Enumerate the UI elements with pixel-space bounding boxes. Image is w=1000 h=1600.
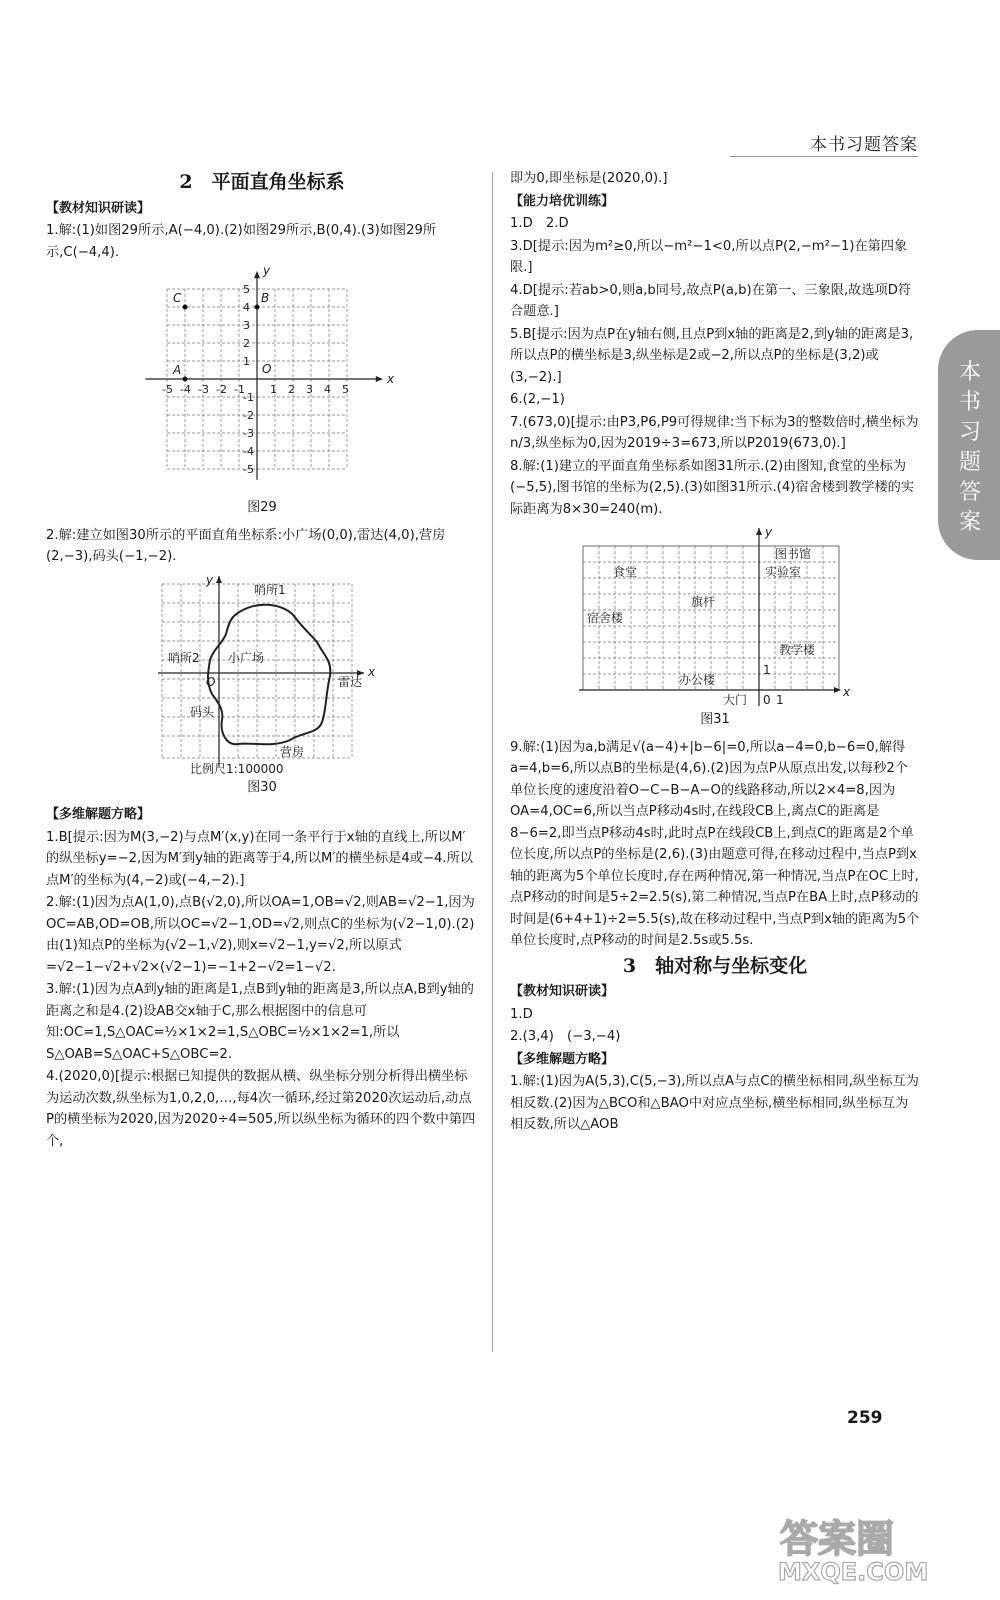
point-B [255, 305, 260, 310]
right-column [510, 168, 920, 1137]
point-label: A [173, 363, 182, 377]
answer-item: 1.B[提示:因为M(3,−2)与点M′(x,y)在同一条平行于x轴的直线上,所以M′的纵坐标y=−2,因为M′到y轴的距离等于4,所以M′的横坐标是4或−4.所以点M′的坐标为(4,−2)或(−4,−2).] [46, 829, 473, 888]
label-office: 办公楼 [679, 673, 716, 687]
answer-item: 2.(3,4) (−3,−4) [510, 1029, 621, 1044]
answer-item: 1.解:(1)如图29所示,A(−4,0).(2)如图29所示,B(0,4).(3)如图29所示,C(−4,4). [46, 223, 437, 260]
island-outline [208, 604, 330, 744]
label-lab: 实验室 [765, 565, 802, 579]
y-axis-arrow [254, 271, 260, 278]
point-C [183, 305, 188, 310]
subheading: 【多维解题方略】 [510, 1051, 615, 1067]
figure-30-x-label: x [368, 664, 376, 679]
page-number: 259 [847, 1408, 883, 1428]
point-A [183, 377, 188, 382]
y-tick-label: 3 [243, 319, 250, 332]
answer-item: 3.D[提示:因为m²≥0,所以−m²−1<0,所以点P(2,−m²−1)在第四象限.] [510, 238, 908, 275]
answer-item: 8.解:(1)建立的平面直角坐标系如图31所示.(2)由图知,食堂的坐标为(−5,5),图书馆的坐标为(2,5).(3)如图31所示.(4)宿舍楼到教学楼的实际距离为8×30=240(m). [510, 458, 915, 517]
label-camp: 营房 [280, 744, 305, 759]
subheading: 【教材知识研读】 [510, 984, 615, 999]
figure-30-origin: O [206, 674, 216, 689]
y-tick-label: 1 [243, 355, 250, 368]
figure-31-caption: 图31 [700, 712, 730, 727]
figure-29-caption: 图29 [247, 500, 277, 515]
x-tick-label: 2 [288, 383, 295, 396]
y-tick-label: -5 [243, 463, 254, 476]
answer-item: 9.解:(1)因为a,b满足√(a−4)+|b−6|=0,所以a−4=0,b−6=0,解得a=4,b=6,所以点B的坐标是(4,6).(2)因为点P从原点出发,以每秒2个单位长度的速度沿着O−C−B−A−O的线路移动,所以2×4=8,因为OA=4,OC=6,所以当点P移动4s时,在线段CB上,离点C的距离是8−6=2,即当点P移动4s时,此时点P在线段CB上,到点C的距离是2个单位长度,所以点P的坐标是(2,6).(3)由题意可得,在移动过程中,当点P到x轴的距离为5个单位长度时,存在两种情况,第一种情况,当点P在OC上时,点P移动的时间是5÷2=2.5(s),第二种情况,当点P在BA上时,点P移动的时间是(6+4+1)÷2=5.5(s),故在移动过程中,当点P到x轴的距离为5个单位长度时,点P移动的时间是2.5s或5.5s. [510, 739, 920, 948]
subheading: 【多维解题方略】 [46, 807, 151, 822]
x-tick-label: -1 [234, 383, 245, 396]
label-post2: 哨所2 [168, 650, 200, 665]
y-tick-label: 4 [243, 301, 250, 314]
point-label: B [261, 291, 270, 305]
column-divider [492, 172, 493, 1352]
figure-29 [117, 267, 407, 497]
figure-31-one-y: 1 [763, 663, 771, 677]
x-tick-label: 5 [342, 383, 349, 396]
side-tab [938, 330, 1000, 560]
answer-item: 5.B[提示:因为点P在y轴右侧,且点P到x轴的距离是2,到y轴的距离是3,所以点P的横坐标是3,纵坐标是2或−2,所以点P的坐标是(3,2)或(3,−2).] [510, 326, 914, 385]
subheading: 【能力培优训练】 [510, 193, 615, 209]
answer-item: 1.D 2.D [510, 216, 569, 231]
watermark-text: 答案圈 [780, 1517, 895, 1561]
figure-31-x-label: x [843, 685, 851, 699]
figure-31-y-label: y [765, 525, 773, 539]
y-tick-label: -1 [243, 391, 254, 404]
y-tick-label: -4 [243, 445, 254, 458]
x-tick-label: -4 [180, 383, 191, 396]
section-title-3: 3 轴对称与坐标变化 [622, 954, 808, 977]
answer-continuation: 即为0,即坐标是(2020,0).] [510, 171, 668, 186]
origin-label: O [262, 362, 272, 376]
figure-30-caption: 图30 [247, 779, 277, 795]
left-column [46, 168, 478, 1153]
label-library: 图书馆 [775, 547, 812, 561]
y-tick-label: 2 [243, 337, 250, 350]
label-canteen: 食堂 [613, 565, 638, 579]
x-tick-label: 3 [306, 383, 313, 396]
point-label: C [173, 291, 182, 305]
side-tab-label: 本书习题答案 [958, 360, 981, 535]
x-tick-label: -5 [162, 383, 173, 396]
x-tick-label: -2 [216, 383, 227, 396]
x-axis-label: x [387, 372, 395, 386]
label-dorm: 宿舍楼 [587, 611, 624, 625]
label-square: 小广场 [228, 650, 265, 665]
x-axis-arrow [376, 376, 383, 382]
header-title: 本书习题答案 [810, 135, 918, 155]
answer-item: 2.解:(1)因为点A(1,0),点B(√2,0),所以OA=1,OB=√2,则AB=√2−1,因为OC=AB,OD=OB,所以OC=√2−1,OD=√2,则点C的坐标为(√2−1,0).(2)由(1)知点P的坐标为(√2−1,√2),则x=√2−1,y=√2,所以原式=√2−1−√2+√2×(√2−1)=−1+2−√2=1−√2. [46, 895, 475, 975]
answer-item: 7.(673,0)[提示:由P3,P6,P9可得规律:当下标为3的整数倍时,横坐标为n/3,纵坐标为0,因为2019÷3=673,所以P2019(673,0).] [510, 414, 919, 451]
figure-31-origin: 0 [763, 693, 771, 707]
figure-31 [575, 524, 855, 709]
y-axis-label: y [263, 267, 271, 278]
y-tick-label: -2 [243, 409, 254, 422]
figure-29-grid [145, 267, 395, 480]
x-tick-label: 1 [270, 383, 277, 396]
watermark-logo [770, 1510, 980, 1586]
subheading: 【教材知识研读】 [46, 200, 151, 216]
figure-30-grid [162, 584, 352, 758]
y-tick-label: 5 [243, 283, 250, 296]
answer-item: 3.解:(1)因为点A到y轴的距离是1,点B到y轴的距离是3,所以点A,B到y轴的距离之和是4.(2)设AB交x轴于C,那么根据图中的信息可知:OC=1,S△OAC=½×1×2=1,S△OBC=½×1×2=1,所以S△OAB=S△OAC+S△OBC=2. [46, 982, 474, 1062]
x-tick-label: -3 [198, 383, 209, 396]
label-teach: 教学楼 [779, 643, 816, 657]
answer-item: 2.解:建立如图30所示的平面直角坐标系:小广场(0,0),雷达(4,0),营房(2,−3),码头(−1,−2). [46, 527, 446, 564]
answer-item: 6.(2,−1) [510, 392, 565, 407]
label-dock: 码头 [190, 704, 215, 719]
figure-30 [142, 572, 382, 777]
answer-item: 1.D [510, 1006, 533, 1022]
label-radar: 雷达 [338, 674, 363, 689]
header-rule [730, 156, 918, 157]
y-tick-label: -3 [243, 427, 254, 440]
x-tick-label: 4 [324, 383, 331, 396]
section-title-2: 2 平面直角坐标系 [179, 171, 345, 193]
label-post1: 哨所1 [254, 582, 286, 597]
answer-item: 4.(2020,0)[提示:根据已知提供的数据从横、纵坐标分别分析得出横坐标为运动次数,纵坐标为1,0,2,0,…,每4次一循环,经过第2020次运动后,动点P的横坐标为2020,因为2020÷4=505,所以纵坐标为循环的四个数中第四个, [46, 1069, 476, 1149]
figure-30-y-label: y [206, 572, 214, 587]
figure-31-one: 1 [776, 693, 784, 707]
figure-30-scale: 比例尺1:100000 [190, 761, 284, 776]
answer-item: 4.D[提示:若ab>0,则a,b同号,故点P(a,b)在第一、三象限,故选项D符合题意.] [510, 282, 912, 319]
label-flag: 旗杆 [691, 595, 716, 609]
watermark-url: MXQE.COM [778, 1558, 929, 1586]
answer-item: 1.解:(1)因为A(5,3),C(5,−3),所以点A与点C的横坐标相同,纵坐标互为相反数.(2)因为△BCO和△BAO中对应点坐标,横坐标相同,纵坐标互为相反数,所以△AOB [510, 1074, 919, 1132]
label-gate: 大门 [723, 693, 748, 707]
